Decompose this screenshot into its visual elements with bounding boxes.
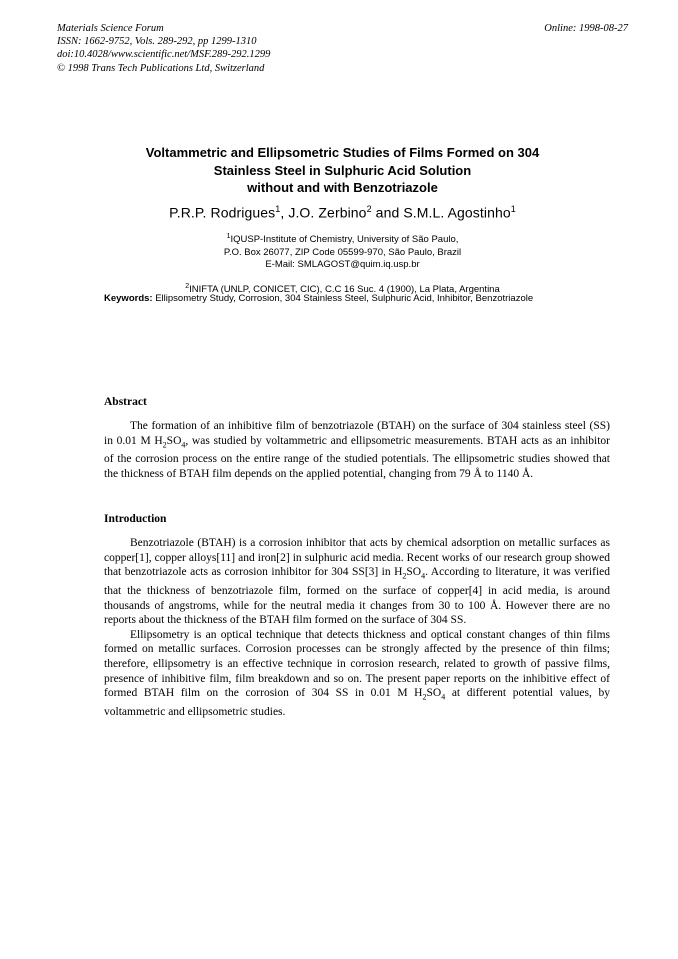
author-1-name: P.R.P. Rodrigues [169,204,276,221]
affiliation-1-text-1: IQUSP-Institute of Chemistry, University of São Paulo, [230,234,459,246]
author-1-affiliation-marker: 1 [275,204,281,214]
abstract-sub-2: 4 [181,439,186,449]
abstract-heading: Abstract [104,396,147,408]
keywords-label: Keywords: [104,293,153,304]
affiliation-1-marker: 1 [226,233,231,240]
introduction-paragraph-1 [104,536,610,628]
abstract-text-c: , was studied by voltammetric and ellipsometric measurements. BTAH acts as an inhibitor of the corrosion process on the entire range of the studied potentials. The ellipsometric studies showed that the thickness of BTAH film depends on the applied potential, changing from 79 Å to 1140 Å. [104,434,610,481]
author-list [57,204,628,221]
introduction-section [104,513,610,720]
keywords-block [104,292,610,305]
page-title [57,144,628,197]
intro-p1-text-a: Benzotriazole (BTAH) is a corrosion inhibitor that acts by chemical adsorption on metallic surfaces as copper[1], copper alloys[11] and iron[2] in sulphuric acid media. Recent works of our research group showed that benzotriazole acts as corrosion inhibitor for 304 SS[3] in H [104,537,610,579]
title-line-2: Stainless Steel in Sulphuric Acid Solution [213,162,472,178]
intro-p1-sub-2: 4 [421,571,426,581]
intro-p1-sub-1: 2 [402,571,407,581]
title-line-3: without and with Benzotriazole [247,180,438,195]
intro-p1-text-b: SO [406,566,422,579]
copyright-line: © 1998 Trans Tech Publications Ltd, Switzerland [57,62,265,74]
intro-p2-text-b: SO [426,687,442,700]
author-3-affiliation-marker: 1 [510,204,516,214]
online-date: Online: 1998-08-27 [544,23,628,34]
page-header [57,22,628,75]
affiliation-2-marker: 2 [185,282,190,290]
abstract-sub-1: 2 [162,439,167,449]
abstract-text-b: SO [166,434,182,447]
doi-line: doi:10.4028/www.scientific.net/MSF.289-292.1299 [57,49,271,61]
journal-name: Materials Science Forum [57,23,164,34]
intro-p2-text-c: at different potential values, by voltammetric and ellipsometric studies. [104,687,610,719]
journal-info [57,22,270,75]
intro-p2-text-a: Ellipsometry is an optical technique that detects thickness and optical constant changes of thin films formed on metallic surfaces. Corrosion processes can be strongly affected by the presence of thin films; therefore, ellipsometry is an effective technique in corrosion research, related to growth of passive films, presence of inhibitive film, film breakdown and so on. The present paper reports on the inhibitive effect of formed BTAH film on the corrosion of 304 SS in 0.01 M H [104,628,610,700]
abstract-text-a: The formation of an inhibitive film of benzotriazole (BTAH) on the surface of 304 stainless steel (SS) in 0.01 M H [104,420,610,447]
abstract-paragraph [104,419,610,482]
issn-line: ISSN: 1662-9752, Vols. 289-292, pp 1299-1310 [57,36,257,48]
author-2-name: J.O. Zerbino [288,204,367,221]
author-separator-2: and [371,204,404,221]
intro-p1-text-c: . According to literature, it was verified that the thickness of benzotriazole film, formed on the surface of copper[4] in acid media, is around thousands of angstroms, while for the neutral media it changes from 30 to 100 Å. However there are no reports about the thickness of the BTAH film formed on the surface of 304 SS. [104,566,611,627]
affiliation-1-line-2: P.O. Box 26077, ZIP Code 05599-970, São Paulo, Brazil [223,246,462,258]
author-3-name: S.M.L. Agostinho [403,204,511,221]
affiliation-2-text-1: INIFTA (UNLP, CONICET, CIC), C.C 16 Suc. 4 (1900), La Plata, Argentina [189,283,500,295]
intro-p2-sub-1: 2 [422,692,427,702]
affiliation-1-line-1 [57,231,628,247]
introduction-paragraph-2 [104,628,610,720]
abstract-section [104,396,610,482]
intro-p2-sub-2: 4 [441,692,446,702]
affiliation-1-email: E-Mail: SMLAGOST@quim.iq.usp.br [265,259,420,271]
introduction-heading: Introduction [104,513,167,525]
keywords-text: Ellipsometry Study, Corrosion, 304 Stainless Steel, Sulphuric Acid, Inhibitor, Benzotriazole [152,293,534,304]
affiliations [57,231,628,296]
author-2-affiliation-marker: 2 [366,204,372,214]
title-line-1: Voltammetric and Ellipsometric Studies of Films Formed on 304 [145,145,540,160]
author-separator-1: , [280,204,289,221]
